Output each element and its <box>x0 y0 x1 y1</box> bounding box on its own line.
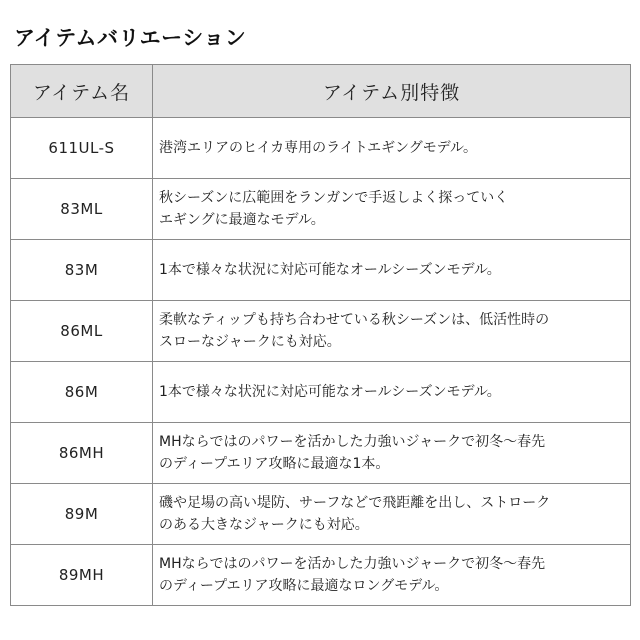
table-header-row <box>11 65 631 118</box>
item-name: 86MH <box>11 423 153 484</box>
item-feature <box>153 301 631 362</box>
feature-line: MHならではのパワーを活かした力強いジャークで初冬〜春先 <box>159 556 546 572</box>
table-row <box>11 301 631 362</box>
item-feature <box>153 362 631 423</box>
item-feature <box>153 484 631 545</box>
table-row <box>11 118 631 179</box>
table-row <box>11 362 631 423</box>
item-feature <box>153 545 631 606</box>
feature-line: 秋シーズンに広範囲をランガンで手返しよく探っていく <box>159 190 509 206</box>
item-feature <box>153 423 631 484</box>
section-title: アイテムバリエーション <box>14 26 247 50</box>
item-name: 83M <box>11 240 153 301</box>
item-name: 89M <box>11 484 153 545</box>
item-name: 86M <box>11 362 153 423</box>
table-row <box>11 240 631 301</box>
feature-line: スローなジャークにも対応。 <box>159 334 341 350</box>
feature-line: のある大きなジャークにも対応。 <box>159 517 369 533</box>
item-name: 611UL-S <box>11 118 153 179</box>
feature-line: 港湾エリアのヒイカ専用のライトエギングモデル。 <box>159 140 477 156</box>
header-item-name: アイテム名 <box>11 65 153 118</box>
item-variation-table <box>10 64 631 606</box>
feature-line: エギングに最適なモデル。 <box>159 212 325 228</box>
feature-line: 1本で様々な状況に対応可能なオールシーズンモデル。 <box>159 262 501 278</box>
item-feature <box>153 179 631 240</box>
item-name: 89MH <box>11 545 153 606</box>
item-name: 83ML <box>11 179 153 240</box>
feature-line: のディープエリア攻略に最適な1本。 <box>159 456 390 472</box>
table-row <box>11 179 631 240</box>
feature-line: 磯や足場の高い堤防、サーフなどで飛距離を出し、ストローク <box>159 495 551 511</box>
item-feature <box>153 240 631 301</box>
table-row <box>11 484 631 545</box>
table-row <box>11 545 631 606</box>
item-name: 86ML <box>11 301 153 362</box>
header-item-feature: アイテム別特徴 <box>153 65 631 118</box>
feature-line: MHならではのパワーを活かした力強いジャークで初冬〜春先 <box>159 434 546 450</box>
item-feature <box>153 118 631 179</box>
feature-line: 柔軟なティップも持ち合わせている秋シーズンは、低活性時の <box>159 312 550 328</box>
feature-line: のディープエリア攻略に最適なロングモデル。 <box>159 578 449 594</box>
table-row <box>11 423 631 484</box>
feature-line: 1本で様々な状況に対応可能なオールシーズンモデル。 <box>159 384 501 400</box>
